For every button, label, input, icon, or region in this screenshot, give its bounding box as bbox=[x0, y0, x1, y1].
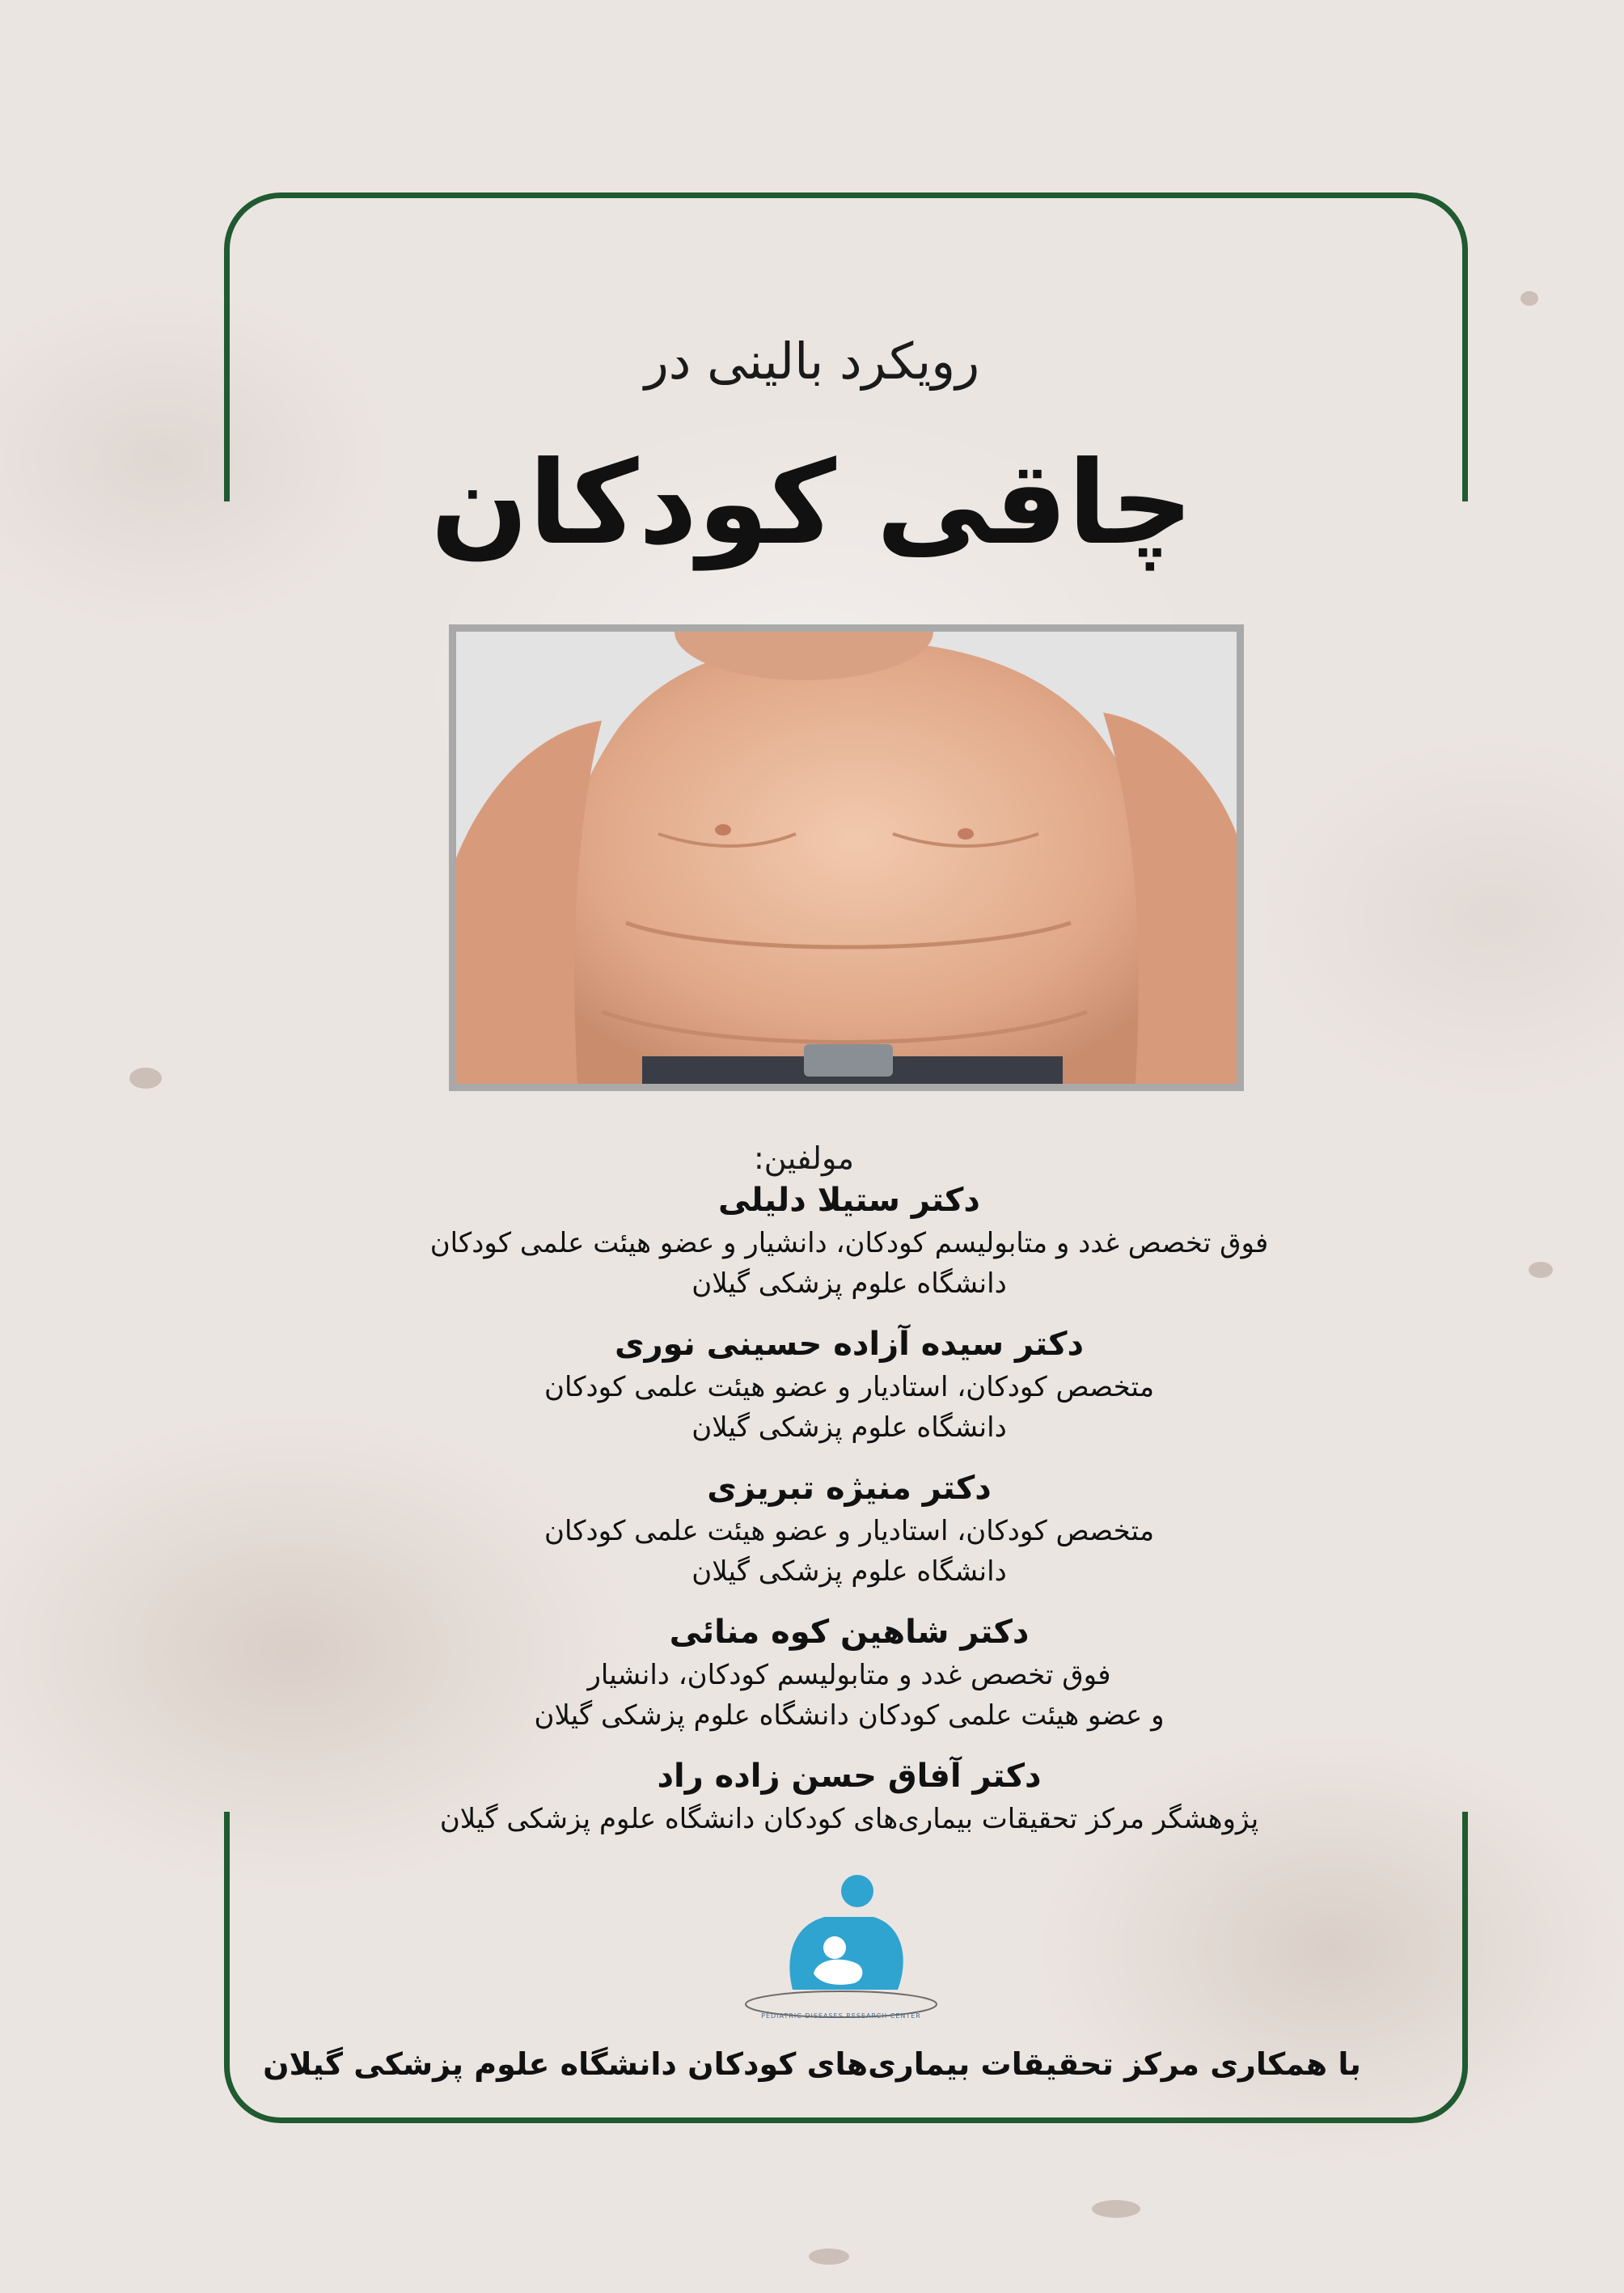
mother-child-logo-icon bbox=[736, 1868, 946, 2030]
author-entry bbox=[243, 1610, 1456, 1736]
author-entry bbox=[243, 1178, 1456, 1304]
authors-heading: مولفین: bbox=[754, 1140, 854, 1176]
author-affiliation: دانشگاه علوم پزشکی گیلان bbox=[691, 1411, 1007, 1444]
background-stain bbox=[1520, 291, 1538, 306]
research-center-logo bbox=[736, 1868, 946, 2030]
author-name: دکتر آفاق حسن زاده راد bbox=[657, 1758, 1042, 1795]
book-subtitle: رویکرد بالینی در bbox=[644, 332, 980, 391]
author-affiliation: فوق تخصص غدد و متابولیسم کودکان، دانشیار bbox=[587, 1659, 1111, 1691]
author-affiliation: متخصص کودکان، استادیار و عضو هیئت علمی کودکان bbox=[543, 1371, 1155, 1403]
author-name: دکتر سیده آزاده حسینی نوری bbox=[614, 1326, 1085, 1363]
author-name: دکتر ستیلا دلیلی bbox=[718, 1182, 980, 1219]
author-entry bbox=[243, 1466, 1456, 1592]
authors-section bbox=[243, 1140, 1456, 1857]
author-affiliation: دانشگاه علوم پزشکی گیلان bbox=[691, 1555, 1007, 1588]
author-entry bbox=[243, 1322, 1456, 1448]
author-affiliation: فوق تخصص غدد و متابولیسم کودکان، دانشیار و عضو هیئت علمی کودکان bbox=[429, 1227, 1269, 1259]
background-stain bbox=[1092, 2200, 1140, 2218]
cover-photo bbox=[449, 624, 1244, 1091]
author-name: دکتر منیژه تبریزی bbox=[707, 1470, 992, 1507]
author-affiliation: و عضو هیئت علمی کودکان دانشگاه علوم پزشکی گیلان bbox=[534, 1699, 1165, 1732]
author-affiliation: پژوهشگر مرکز تحقیقات بیماری‌های کودکان دانشگاه علوم پزشکی گیلان bbox=[439, 1803, 1259, 1835]
footer-collaboration: با همکاری مرکز تحقیقات بیماری‌های کودکان دانشگاه علوم پزشکی گیلان bbox=[263, 2046, 1361, 2082]
background-stain bbox=[809, 2249, 849, 2265]
author-entry bbox=[243, 1754, 1456, 1839]
book-title: چاقی کودکان bbox=[430, 437, 1194, 570]
author-affiliation: دانشگاه علوم پزشکی گیلان bbox=[691, 1267, 1007, 1300]
background-stain bbox=[1529, 1262, 1553, 1278]
author-name: دکتر شاهین کوه منائی bbox=[669, 1614, 1030, 1651]
author-affiliation: متخصص کودکان، استادیار و عضو هیئت علمی کودکان bbox=[543, 1515, 1155, 1547]
logo-caption: PEDIATRIC DISEASES RESEARCH CENTER bbox=[761, 2012, 921, 2020]
background-stain bbox=[129, 1068, 162, 1089]
child-torso-photo-icon bbox=[456, 632, 1237, 1084]
